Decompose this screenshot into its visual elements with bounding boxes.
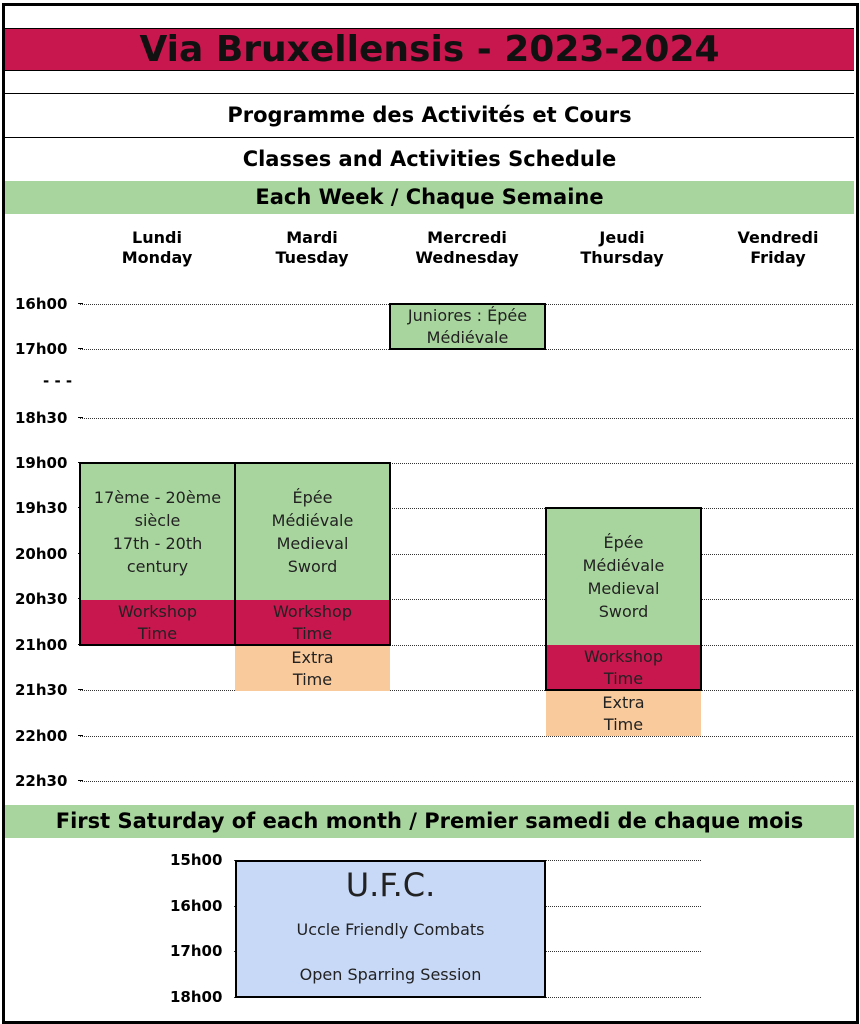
day-name-en: Friday — [750, 248, 806, 267]
session-label: 17th - 20th — [112, 533, 203, 553]
session-label: Workshop — [273, 601, 352, 621]
time-label: 16h00 — [15, 295, 68, 313]
day-header-wednesday — [392, 228, 542, 268]
session-tuesday-extra — [235, 646, 390, 691]
session-label: Workshop — [118, 601, 197, 621]
grid-line — [80, 690, 853, 691]
day-name-fr: Lundi — [132, 228, 182, 247]
time-label: 15h00 — [170, 851, 223, 869]
time-label: 19h00 — [15, 454, 68, 472]
day-header-tuesday — [237, 228, 387, 268]
day-name-en: Wednesday — [415, 248, 519, 267]
day-header-thursday — [547, 228, 697, 268]
day-header-monday — [82, 228, 232, 268]
session-thursday-extra — [546, 691, 701, 736]
session-label: Time — [292, 623, 333, 643]
session-label: Juniores : Épée Médiévale — [407, 305, 528, 347]
axis-tick — [78, 303, 83, 304]
session-label: Time — [137, 623, 178, 643]
day-name-fr: Mardi — [286, 228, 338, 247]
session-label: Workshop — [584, 646, 663, 666]
session-label: Épée — [292, 487, 333, 507]
time-label: 18h30 — [15, 409, 68, 427]
grid-line — [80, 736, 853, 737]
axis-tick — [78, 689, 83, 690]
grid-line — [80, 418, 853, 419]
axis-tick — [78, 348, 83, 349]
session-label: Médiévale — [271, 510, 354, 530]
time-label: 20h30 — [15, 590, 68, 608]
time-label: 21h30 — [15, 681, 68, 699]
time-label: 22h30 — [15, 772, 68, 790]
session-ufc — [235, 860, 546, 998]
monthly-heading: First Saturday of each month / Premier samedi de chaque mois — [5, 805, 854, 838]
day-name-en: Tuesday — [275, 248, 349, 267]
time-gap-marker: - - - — [43, 372, 73, 390]
day-name-fr: Mercredi — [427, 228, 507, 247]
session-label: Time — [603, 714, 644, 734]
ufc-title: U.F.C. — [345, 866, 436, 904]
session-juniores — [389, 303, 546, 350]
session-label: century — [126, 556, 189, 576]
ufc-subtitle: Uccle Friendly Combats — [296, 920, 485, 939]
subtitle-english: Classes and Activities Schedule — [5, 137, 854, 182]
subtitle-french: Programme des Activités et Cours — [5, 93, 854, 137]
day-name-fr: Vendredi — [737, 228, 819, 247]
time-label: 22h00 — [15, 727, 68, 745]
time-label: 18h00 — [170, 988, 223, 1006]
session-label: Medieval — [587, 578, 660, 598]
time-label: 17h00 — [170, 942, 223, 960]
weekly-heading: Each Week / Chaque Semaine — [5, 181, 854, 214]
axis-tick — [78, 417, 83, 418]
session-label: Sword — [598, 601, 649, 621]
page-title: Via Bruxellensis - 2023-2024 — [5, 28, 854, 71]
session-label: Médiévale — [582, 555, 665, 575]
session-label: Extra — [602, 692, 645, 712]
time-label: 16h00 — [170, 897, 223, 915]
grid-line — [80, 781, 853, 782]
session-label: Sword — [287, 556, 338, 576]
time-label: 20h00 — [15, 545, 68, 563]
day-name-en: Thursday — [580, 248, 664, 267]
session-label: Time — [292, 669, 333, 689]
axis-tick — [78, 735, 83, 736]
session-label: Time — [603, 668, 644, 688]
time-label: 21h00 — [15, 636, 68, 654]
session-label: Medieval — [276, 533, 349, 553]
session-label: Épée — [603, 532, 644, 552]
session-label: siècle — [134, 510, 181, 530]
ufc-description: Open Sparring Session — [299, 965, 482, 984]
session-outline-thursday — [545, 507, 702, 691]
session-outline-monday — [79, 462, 236, 646]
session-label: 17ème - 20ème — [93, 487, 222, 507]
day-name-fr: Jeudi — [599, 228, 645, 247]
axis-tick — [78, 780, 83, 781]
day-header-friday — [703, 228, 853, 268]
session-label: Extra — [291, 647, 334, 667]
time-label: 17h00 — [15, 340, 68, 358]
day-name-en: Monday — [121, 248, 193, 267]
session-outline-tuesday — [234, 462, 391, 646]
time-label: 19h30 — [15, 499, 68, 517]
